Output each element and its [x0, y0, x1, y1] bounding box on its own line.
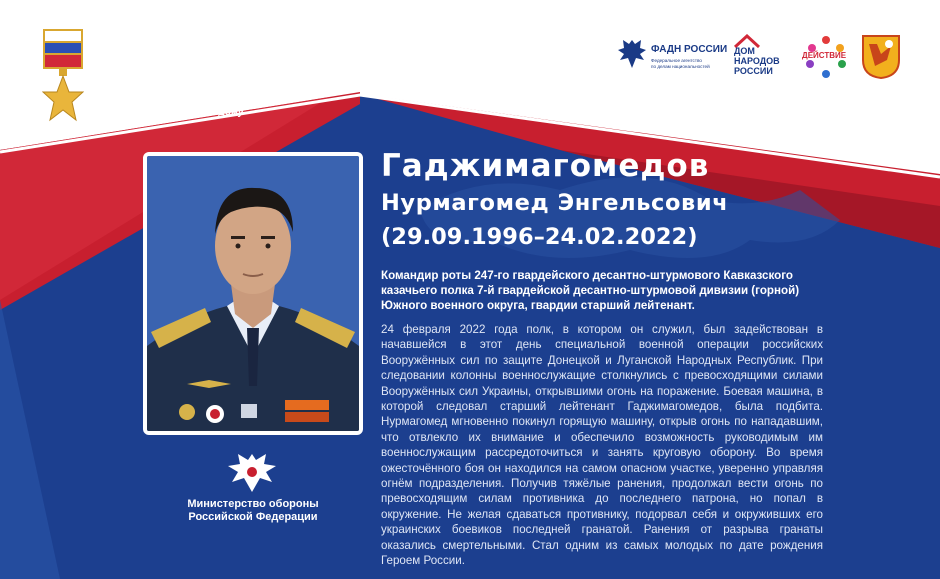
- hero-star-medal-icon: [42, 28, 84, 124]
- portrait-illustration: [147, 156, 359, 431]
- hero-portrait: [143, 152, 363, 435]
- dom-narodov-logo: [728, 34, 788, 80]
- fadn-name: ФАДН РОССИИ: [651, 44, 728, 55]
- hero-rank-description: Командир роты 247-го гвардейского десантно-штурмового Кавказского казачьего полка 7-й гвардейской десантно-штурмовой дивизии (горной) Южного военного округа, гвардии старший лейтенант.: [381, 269, 800, 312]
- fadn-subtitle-1: Федеральное агентство: [651, 58, 702, 63]
- ministry-eagle-emblem-icon: [225, 450, 279, 496]
- ministry-line-1: Министерство обороны: [187, 498, 319, 510]
- ministry-line-2: Российской Федерации: [188, 511, 318, 523]
- dom-line-1: ДОМ: [734, 46, 755, 56]
- deistvie-logo: [800, 34, 852, 80]
- hashtags: #ZaРоссию #ZнатьКаждому: [106, 108, 244, 118]
- ministry-caption: [160, 498, 346, 524]
- hero-biography: 24 февраля 2022 года полк, в котором он служил, был задействован в начавшейся в этот день специальной военной операции российских Вооружённых сил по защите Донецкой и Луганской Народных Республик. При следовании колонны военнослужащие столкнулись с превосходящими силами Вооружённых сил Украины, открывшими огонь на поражение. Боевая машина, в которой следовал старший лейтенант Гаджимагомедов, была подбита. Нурмагомед мгновенно покинул горящую машину, открыв огонь по нападавшим, что отвлекло их внимание и обеспечило возможность руководимым им военнослужащим рассредоточиться и занять круговую оборону. Во время ожесточённого боя он находился на самом опасном участке, уверенно управляя огнём подразделения. Получив тяжёлые ранения, продолжал вести огонь по превосходящим силам противника до последнего патрона, но попал в окружение. Не желая сдаваться противнику, подорвал себя и окруживших его украинских боевиков последней гранатой. Ранения от разрыва гранаты оказались смертельными. Стал одним из самых молодых по дате рождения Героем России.: [381, 323, 823, 568]
- fadn-logo: [617, 34, 728, 80]
- hero-life-dates: (29.09.1996–24.02.2022): [381, 224, 698, 250]
- hero-surname: Гаджимагомедов: [381, 148, 710, 184]
- title-line-1: ПРО: [106, 40, 168, 69]
- deistvie-text: ДЕЙСТВИЕ: [802, 51, 847, 60]
- kirov-coat-of-arms-icon: [861, 34, 901, 80]
- fadn-subtitle-2: по делам национальностей: [651, 64, 710, 69]
- dom-line-2: НАРОДОВ: [734, 56, 780, 66]
- title-line-2: ГЕРОЕВ: [106, 70, 218, 99]
- project-title: [106, 40, 218, 100]
- double-headed-eagle-icon: [617, 36, 647, 70]
- dom-line-3: РОССИИ: [734, 66, 773, 76]
- hero-name-patronymic: Нурмагомед Энгельсович: [381, 190, 729, 216]
